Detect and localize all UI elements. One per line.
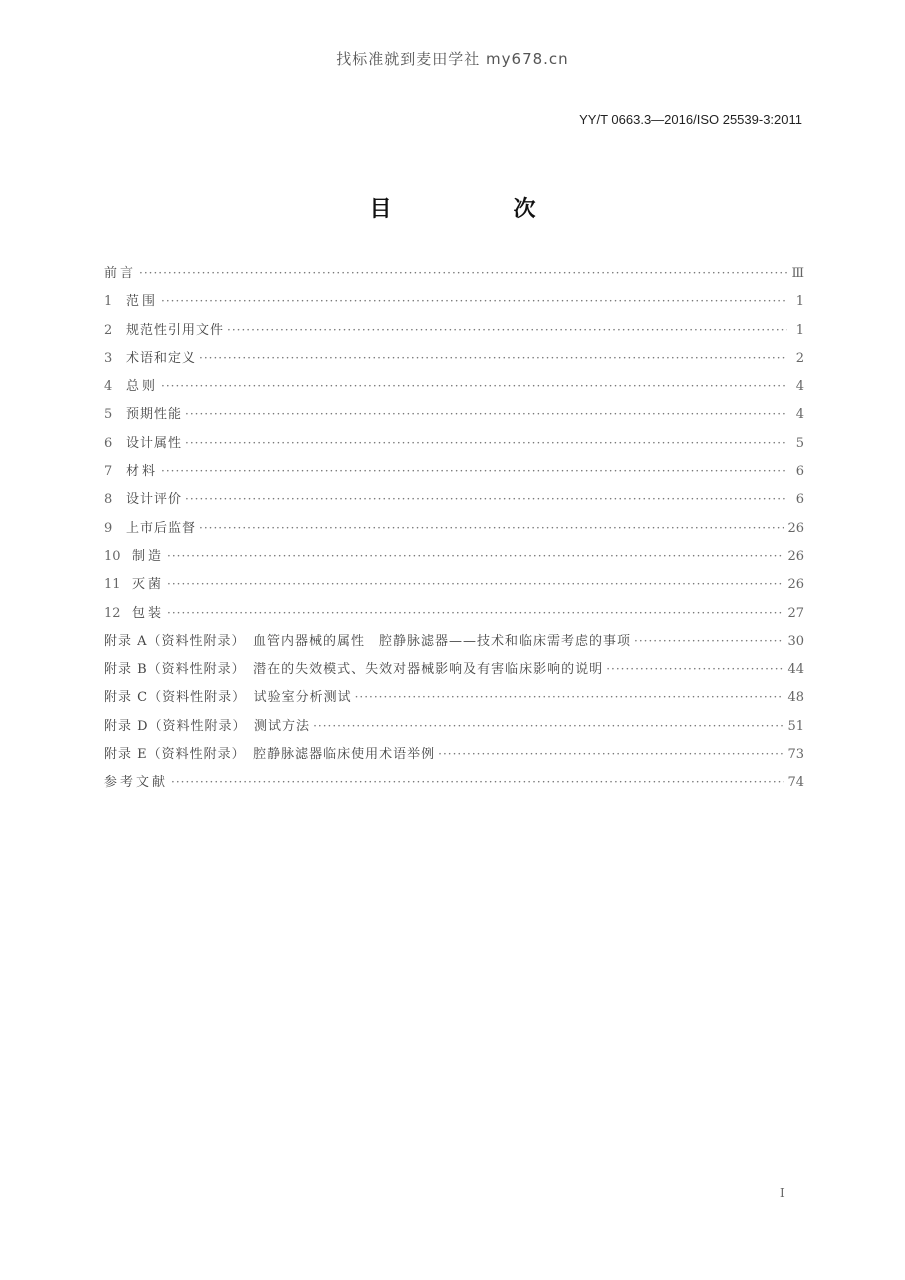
toc-leader-dots <box>227 323 787 337</box>
toc-entry-label: 设计属性 <box>126 435 183 451</box>
toc-entry-annex-b[interactable] <box>104 658 804 686</box>
watermark-text: 找标准就到麦田学社 my678.cn <box>336 50 569 68</box>
toc-entry-page: 51 <box>787 718 804 734</box>
toc-entry-number: 7 <box>104 464 113 480</box>
toc-leader-dots <box>199 351 787 365</box>
toc-entry-annex-c[interactable] <box>104 686 804 714</box>
toc-entry-label: 附录 B（资料性附录） 潜在的失效模式、失效对器械影响及有害临床影响的说明 <box>104 662 604 678</box>
toc-title: 目 次 <box>369 197 586 222</box>
toc-entry-number: 4 <box>104 379 113 395</box>
toc-entry-number: 6 <box>104 435 113 451</box>
toc-entry-page: 26 <box>787 548 804 564</box>
toc-entry-12[interactable] <box>104 602 804 630</box>
toc-entry-page: 27 <box>787 605 804 621</box>
toc-entry-label: 总则 <box>126 379 159 395</box>
toc-entry-7[interactable] <box>104 460 804 488</box>
toc-entry-label: 附录 D（资料性附录） 测试方法 <box>104 718 311 734</box>
toc-entry-label: 制造 <box>132 548 165 564</box>
toc-entry-page: 26 <box>787 577 804 593</box>
toc-entry-label: 前言 <box>104 266 137 281</box>
toc-leader-dots <box>634 634 784 648</box>
toc-leader-dots <box>185 436 787 450</box>
toc-entry-page: 73 <box>787 747 804 763</box>
toc-entry-number: 1 <box>104 294 113 310</box>
toc-leader-dots <box>161 464 787 478</box>
toc-leader-dots <box>167 606 784 620</box>
toc-leader-dots <box>171 775 784 789</box>
toc-entry-page: 44 <box>787 662 804 678</box>
toc-entry-page: 74 <box>787 775 804 791</box>
toc-entry-page: 2 <box>795 350 804 366</box>
toc-entry-number: 10 <box>104 548 121 564</box>
toc-entry-foreword[interactable] <box>104 262 804 290</box>
toc-entry-label: 范围 <box>126 294 159 310</box>
toc-entry-label: 附录 E（资料性附录） 腔静脉滤器临床使用术语举例 <box>104 747 436 763</box>
toc-leader-dots <box>161 294 787 308</box>
standard-code: YY/T 0663.3—2016/ISO 25539-3:2011 <box>579 112 802 127</box>
toc-entry-4[interactable] <box>104 375 804 403</box>
toc-entry-page: 4 <box>795 407 804 423</box>
toc-entry-number: 3 <box>104 350 113 366</box>
toc-entry-page: 1 <box>795 322 804 338</box>
toc-leader-dots <box>606 662 784 676</box>
toc-entry-page: 1 <box>795 294 804 310</box>
toc-entry-label: 参考文献 <box>104 775 169 791</box>
toc-leader-dots <box>199 521 784 535</box>
toc-entry-label: 术语和定义 <box>126 350 197 366</box>
toc-entry-label: 包装 <box>132 605 165 621</box>
toc-entry-page: 48 <box>787 690 804 706</box>
toc-entry-label: 预期性能 <box>126 407 183 423</box>
toc-entry-bibliography[interactable] <box>104 771 804 799</box>
toc-leader-dots <box>139 266 787 280</box>
toc-entry-annex-d[interactable] <box>104 715 804 743</box>
toc-entry-label: 附录 C（资料性附录） 试验室分析测试 <box>104 690 352 706</box>
toc-entry-8[interactable] <box>104 488 804 516</box>
toc-entry-page: 4 <box>795 379 804 395</box>
toc-entry-page: 26 <box>787 520 804 536</box>
toc-leader-dots <box>438 747 784 761</box>
toc-leader-dots <box>355 690 785 704</box>
toc-entry-label: 上市后监督 <box>126 520 197 536</box>
toc-entry-label: 规范性引用文件 <box>126 322 225 338</box>
toc-entry-number: 12 <box>104 605 121 621</box>
toc-entry-label: 材料 <box>126 464 159 480</box>
toc-entry-page: 6 <box>795 464 804 480</box>
toc-entry-number: 8 <box>104 492 113 508</box>
toc-entry-9[interactable] <box>104 517 804 545</box>
toc-entry-page: 5 <box>795 435 804 451</box>
toc-entry-label: 附录 A（资料性附录） 血管内器械的属性 腔静脉滤器——技术和临床需考虑的事项 <box>104 633 632 649</box>
toc-entry-label: 灭菌 <box>132 577 165 593</box>
toc-entry-page: Ⅲ <box>791 266 804 281</box>
toc-entry-10[interactable] <box>104 545 804 573</box>
toc-leader-dots <box>185 407 787 421</box>
toc-entry-2[interactable] <box>104 319 804 347</box>
toc-leader-dots <box>167 549 784 563</box>
toc-entry-1[interactable] <box>104 290 804 318</box>
page-number: Ⅰ <box>780 1186 785 1200</box>
toc-entry-number: 2 <box>104 322 113 338</box>
toc-entry-page: 30 <box>787 633 804 649</box>
toc-entry-number: 9 <box>104 520 113 536</box>
toc-leader-dots <box>185 492 787 506</box>
toc-leader-dots <box>167 577 784 591</box>
toc-entry-3[interactable] <box>104 347 804 375</box>
toc-entry-number: 11 <box>104 577 121 593</box>
toc-entry-page: 6 <box>795 492 804 508</box>
toc-entry-number: 5 <box>104 407 113 423</box>
toc-entry-annex-a[interactable] <box>104 630 804 658</box>
toc-entry-label: 设计评价 <box>126 492 183 508</box>
toc-leader-dots <box>161 379 787 393</box>
toc-entry-5[interactable] <box>104 403 804 431</box>
toc-leader-dots <box>313 719 784 733</box>
toc-entry-11[interactable] <box>104 573 804 601</box>
toc-entry-6[interactable] <box>104 432 804 460</box>
table-of-contents <box>104 262 804 800</box>
toc-entry-annex-e[interactable] <box>104 743 804 771</box>
